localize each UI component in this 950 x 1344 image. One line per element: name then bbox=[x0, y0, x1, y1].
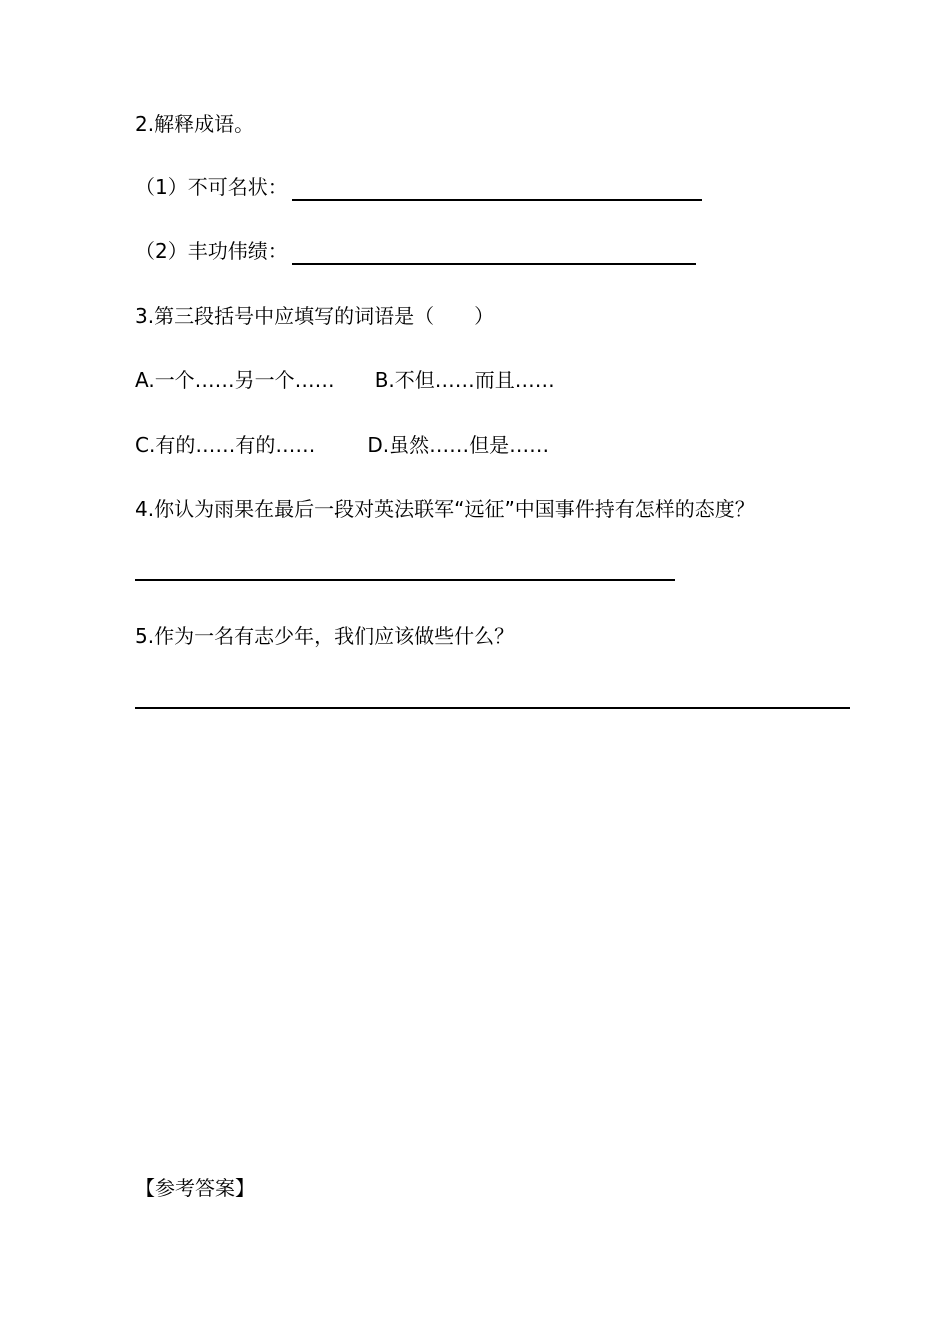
q4-title: 4.你认为雨果在最后一段对英法联军“远征”中国事件持有怎样的态度？ bbox=[135, 497, 755, 521]
q4-answer-line[interactable] bbox=[135, 579, 675, 581]
answer-heading: 【参考答案】 bbox=[135, 1176, 255, 1200]
q2-item-2 bbox=[135, 237, 696, 265]
q5-title: 5.作为一名有志少年，我们应该做些什么？ bbox=[135, 624, 515, 648]
q3-option-b[interactable]: B.不但……而且…… bbox=[374, 368, 555, 392]
q2-item-2-answer-blank[interactable] bbox=[292, 243, 696, 265]
q3-options-row-1 bbox=[135, 366, 555, 394]
q3-option-c[interactable]: C.有的……有的…… bbox=[135, 433, 316, 457]
q2-item-2-label: （2）丰功伟绩： bbox=[135, 239, 288, 263]
q3-option-d[interactable]: D.虽然……但是…… bbox=[367, 433, 550, 457]
q2-item-1-answer-blank[interactable] bbox=[292, 179, 702, 201]
q3-title: 3.第三段括号中应填写的词语是（ ） bbox=[135, 304, 495, 328]
q3-option-a[interactable]: A.一个……另一个…… bbox=[135, 368, 335, 392]
q5-answer-line[interactable] bbox=[135, 707, 850, 709]
q3-options-row-2 bbox=[135, 431, 549, 459]
q2-item-1 bbox=[135, 173, 702, 201]
q2-title: 2.解释成语。 bbox=[135, 112, 255, 136]
q2-item-1-label: （1）不可名状： bbox=[135, 175, 288, 199]
